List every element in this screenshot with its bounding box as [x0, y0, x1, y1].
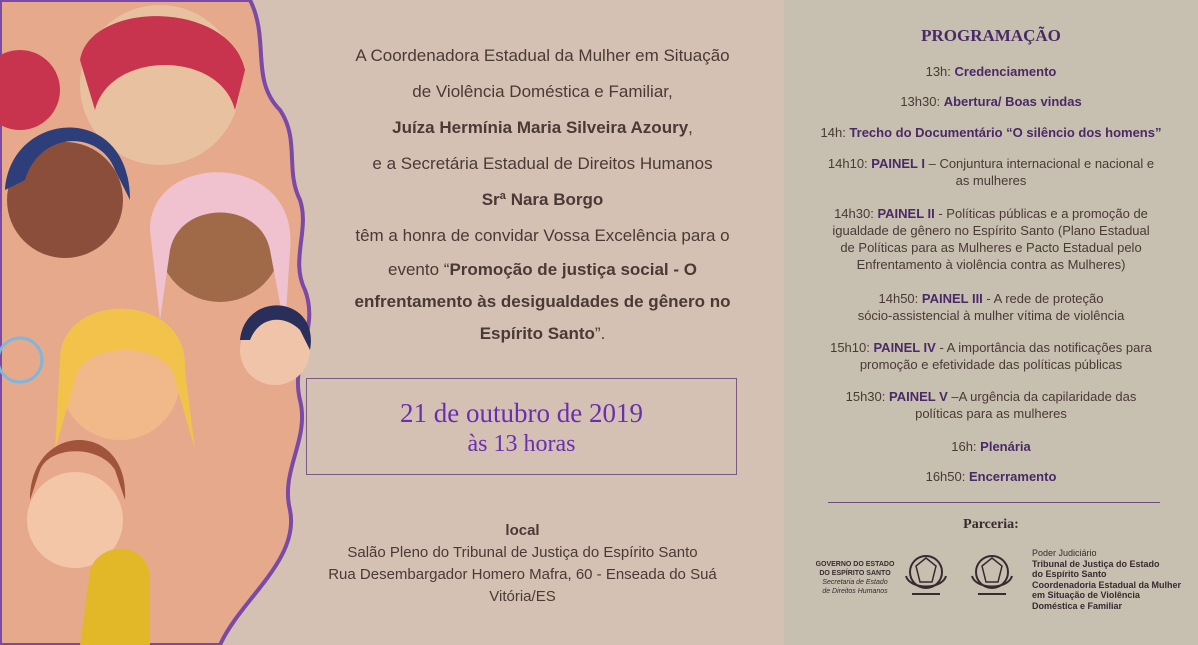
- court-line: Doméstica e Familiar: [1032, 600, 1123, 611]
- venue-line: Salão Pleno do Tribunal de Justiça do Espírito Santo: [347, 544, 698, 561]
- venue-line: Rua Desembargador Homero Mafra, 60 - Enseada do Suá: [328, 566, 717, 583]
- program-time: 14h10:: [827, 156, 872, 171]
- event-suffix: ”.: [594, 324, 606, 343]
- invite-line: têm a honra de convidar Vossa Excelência para o: [355, 226, 730, 245]
- program-desc-line: sócio-assistencial à mulher vítima de violência: [857, 308, 1125, 323]
- event-time: às 13 horas: [467, 431, 576, 457]
- invite-line: A Coordenadora Estadual da Mulher em Situação: [355, 46, 730, 65]
- gov-line: DO ESPÍRITO SANTO: [819, 570, 891, 577]
- court-logo-text: [1032, 548, 1192, 611]
- women-crowd-illustration: [0, 0, 330, 645]
- program-time: 14h:: [820, 125, 850, 140]
- program-desc: - Políticas públicas e a promoção de: [934, 206, 1148, 221]
- program-title-item: PAINEL I: [871, 156, 925, 171]
- invite-line: e a Secretária Estadual de Direitos Humanos: [372, 154, 713, 173]
- program-desc-line: de Políticas para as Mulheres e Pacto Estadual pelo: [840, 240, 1142, 255]
- program-item: [804, 155, 1178, 189]
- program-title-item: Encerramento: [968, 469, 1057, 484]
- program-title-item: Plenária: [980, 439, 1031, 454]
- program-item: [804, 290, 1178, 324]
- gov-line: Secretaria de Estado: [822, 579, 888, 586]
- program-title-item: Trecho do Documentário “O silêncio dos homens”: [849, 125, 1162, 140]
- partners-title: Parceria:: [963, 517, 1019, 532]
- invite-punct: ,: [688, 118, 693, 137]
- event-prefix: evento “: [388, 260, 450, 279]
- invite-line: de Violência Doméstica e Familiar,: [412, 82, 673, 101]
- program-title-item: Credenciamento: [954, 64, 1057, 79]
- state-coat-of-arms-icon: [902, 546, 950, 602]
- program-time: 16h:: [951, 439, 981, 454]
- program-title: PROGRAMAÇÃO: [921, 26, 1061, 45]
- program-desc-line: Enfrentamento à violência contra as Mulheres): [856, 257, 1126, 272]
- court-line: do Espírito Santo: [1032, 569, 1107, 579]
- program-title-item: PAINEL IV: [873, 340, 936, 355]
- program-time: 14h50:: [878, 291, 922, 306]
- program-item: [804, 63, 1178, 80]
- program-item: [804, 205, 1178, 273]
- invite-name-secretary: Srª Nara Borgo: [481, 190, 604, 209]
- program-title-item: PAINEL V: [888, 389, 948, 404]
- program-panel: [784, 0, 1198, 645]
- court-coat-of-arms-icon: [968, 546, 1016, 602]
- program-desc-line: igualdade de gênero no Espírito Santo (Plano Estadual: [832, 223, 1150, 238]
- event-title-2: enfrentamento às desigualdades de gênero no: [354, 292, 731, 311]
- program-desc-line: promoção e efetividade das políticas públicas: [859, 357, 1123, 372]
- program-desc-line: políticas para as mulheres: [915, 406, 1067, 421]
- program-desc: –A urgência da capilaridade das: [947, 389, 1137, 404]
- court-line: Poder Judiciário: [1032, 548, 1097, 558]
- program-title-item: PAINEL II: [877, 206, 935, 221]
- program-desc: - A importância das notificações para: [935, 340, 1152, 355]
- program-time: 15h30:: [845, 389, 889, 404]
- program-title-item: PAINEL III: [921, 291, 983, 306]
- date-box: [306, 378, 737, 475]
- invitation-text: [305, 38, 780, 350]
- program-time: 13h30:: [900, 94, 944, 109]
- gov-logo-text: [814, 560, 896, 596]
- court-line: em Situação de Violência: [1032, 590, 1140, 600]
- program-desc: - A rede de proteção: [982, 291, 1104, 306]
- program-desc-line: as mulheres: [955, 173, 1027, 188]
- venue: [310, 520, 735, 608]
- program-item: [804, 124, 1178, 141]
- gov-line: de Direitos Humanos: [822, 588, 888, 595]
- program-item: [804, 339, 1178, 373]
- invite-name-judge: Juíza Hermínia Maria Silveira Azoury: [392, 118, 689, 137]
- program-time: 16h50:: [925, 469, 969, 484]
- venue-line: Vitória/ES: [489, 588, 556, 605]
- gov-line: GOVERNO DO ESTADO: [815, 561, 895, 568]
- program-item: [804, 388, 1178, 422]
- program-time: 13h:: [925, 64, 955, 79]
- court-line: Coordenadoria Estadual da Mulher: [1032, 579, 1182, 590]
- program-item: [804, 468, 1178, 485]
- divider: [828, 502, 1160, 503]
- event-title-3: Espírito Santo: [479, 324, 595, 343]
- program-item: [804, 93, 1178, 110]
- program-time: 14h30:: [834, 206, 878, 221]
- program-desc: – Conjuntura internacional e nacional e: [924, 156, 1155, 171]
- event-date: 21 de outubro de 2019: [400, 398, 643, 428]
- event-title-1: Promoção de justiça social - O: [449, 260, 697, 279]
- venue-label: local: [505, 522, 540, 539]
- program-time: 15h10:: [830, 340, 874, 355]
- program-item: [804, 438, 1178, 455]
- program-title-item: Abertura/ Boas vindas: [943, 94, 1082, 109]
- court-line: Tribunal de Justiça do Estado: [1032, 558, 1160, 569]
